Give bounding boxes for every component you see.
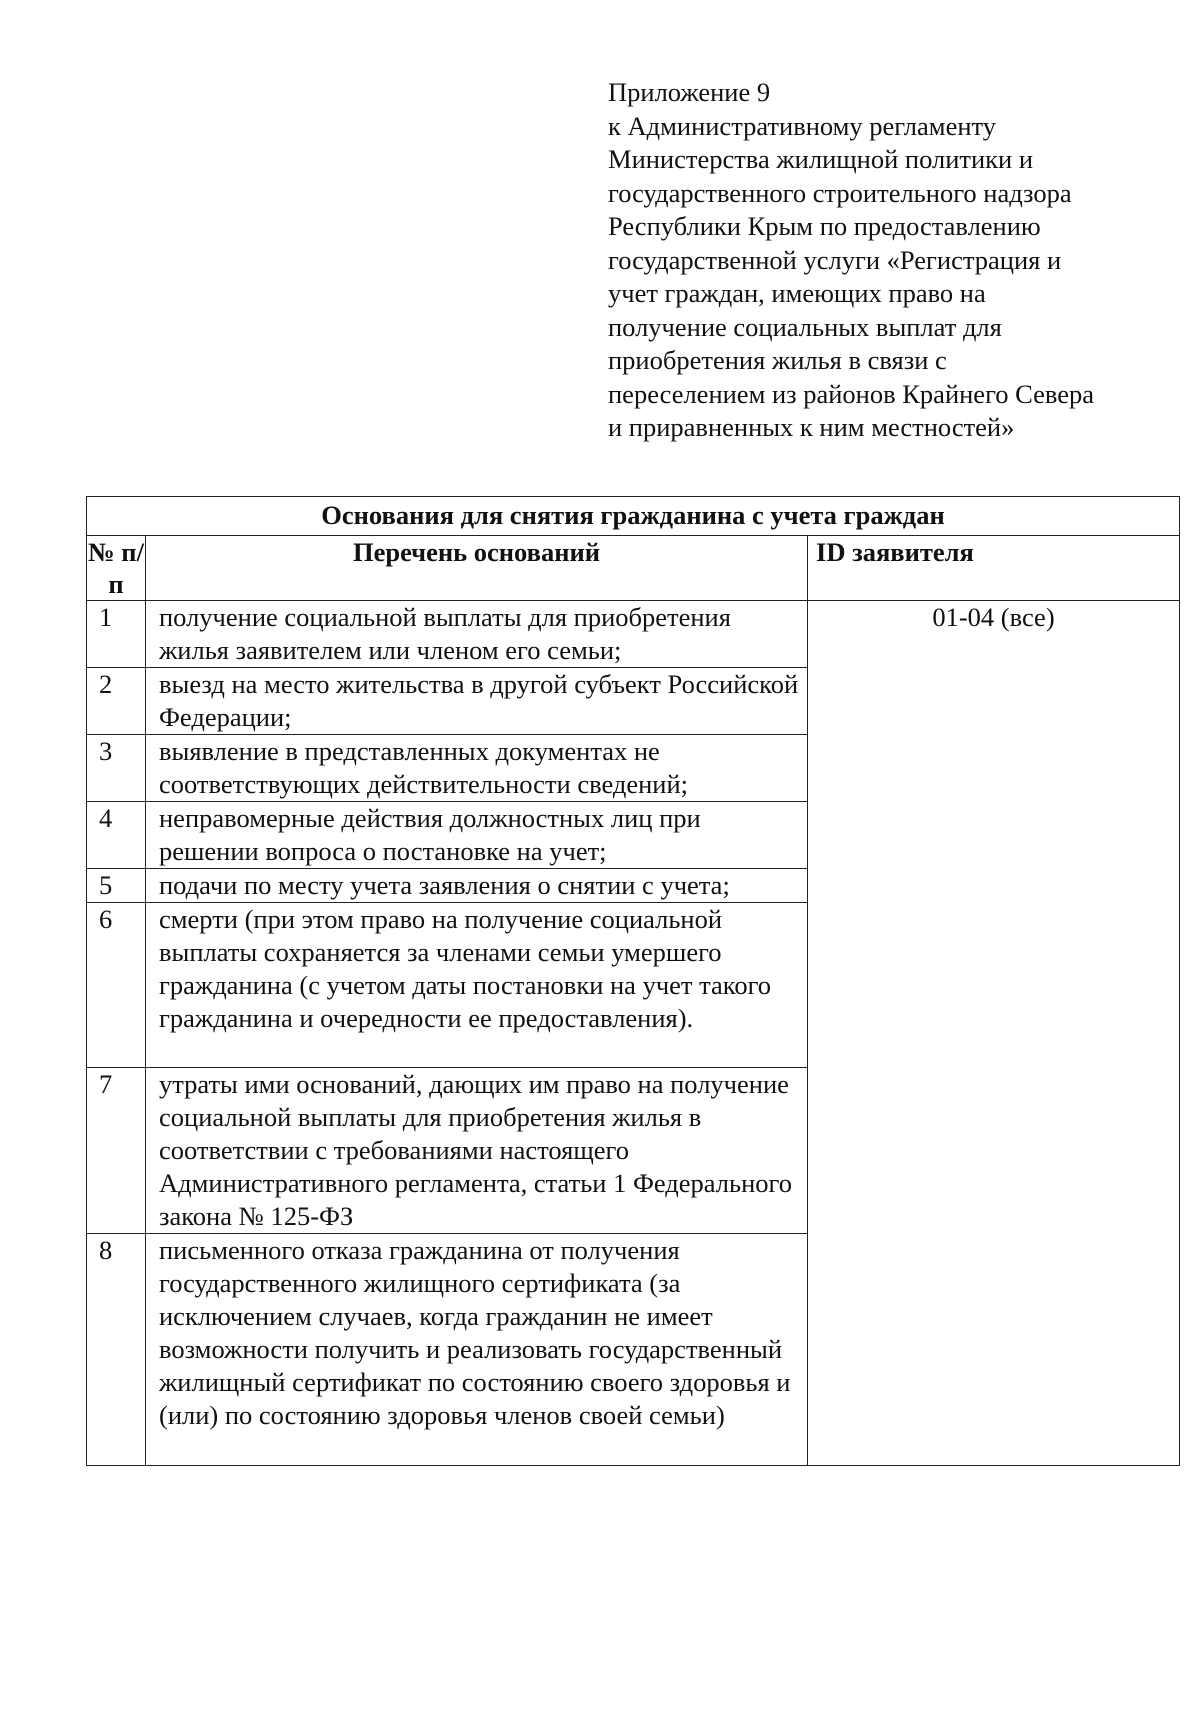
appendix-line: государственного строительного надзора	[608, 177, 1072, 208]
row-reason: неправомерные действия должностных лиц при решении вопроса о постановке на учет;	[146, 802, 808, 869]
table-caption-row	[87, 497, 1180, 536]
appendix-line: Министерства жилищной политики и	[608, 144, 1034, 174]
row-number: 7	[87, 1068, 146, 1234]
table-caption: Основания для снятия гражданина с учета граждан	[87, 497, 1180, 536]
row-reason: утраты ими оснований, дающих им право на получение социальной выплаты для приобретения жилья в соответствии с требованиями настоящего Административного регламента, статьи 1 Федерального закона № 125-ФЗ	[146, 1068, 808, 1234]
table-header-row	[87, 536, 1180, 601]
appendix-line: государственной услуги «Регистрация и	[608, 244, 1062, 275]
appendix-header	[608, 76, 1168, 445]
header-applicant-id: ID заявителя	[808, 536, 1180, 601]
row-number: 5	[87, 869, 146, 903]
row-reason: подачи по месту учета заявления о снятии с учета;	[146, 869, 808, 903]
appendix-line: получение социальных выплат для	[608, 311, 1002, 342]
appendix-line: учет граждан, имеющих право на	[608, 278, 986, 308]
row-reason: получение социальной выплаты для приобретения жилья заявителем или членом его семьи;	[146, 601, 808, 668]
row-number: 2	[87, 668, 146, 735]
appendix-line: к Административному регламенту	[608, 110, 996, 141]
grounds-table	[86, 496, 1180, 1466]
table-row	[87, 601, 1180, 668]
row-reason: письменного отказа гражданина от получения государственного жилищного сертификата (за исключением случаев, когда гражданин не имеет возможности получить и реализовать государственный жилищный сертификат по состоянию своего здоровья и (или) по состоянию здоровья членов своей семьи)	[146, 1234, 808, 1466]
row-reason: смерти (при этом право на получение социальной выплаты сохраняется за членами семьи умершего гражданина (с учетом даты постановки на учет такого гражданина и очередности ее предоставления).	[146, 903, 808, 1068]
row-number: 6	[87, 903, 146, 1068]
row-number: 3	[87, 735, 146, 802]
appendix-line: Республики Крым по предоставлению	[608, 211, 1041, 241]
applicant-id-value: 01-04 (все)	[808, 601, 1180, 1466]
row-number: 1	[87, 601, 146, 668]
appendix-line: переселением из районов Крайнего Севера	[608, 378, 1095, 409]
header-reasons: Перечень оснований	[146, 536, 808, 601]
row-reason: выезд на место жительства в другой субъект Российской Федерации;	[146, 668, 808, 735]
row-number: 4	[87, 802, 146, 869]
row-number: 8	[87, 1234, 146, 1466]
appendix-line: и приравненных к ним местностей»	[608, 412, 1015, 442]
row-reason: выявление в представленных документах не соответствующих действительности сведений;	[146, 735, 808, 802]
header-number: № п/п	[88, 537, 144, 599]
appendix-title: Приложение 9	[608, 77, 771, 107]
appendix-line: приобретения жилья в связи с	[608, 345, 947, 375]
grounds-table-container	[86, 496, 1179, 1466]
